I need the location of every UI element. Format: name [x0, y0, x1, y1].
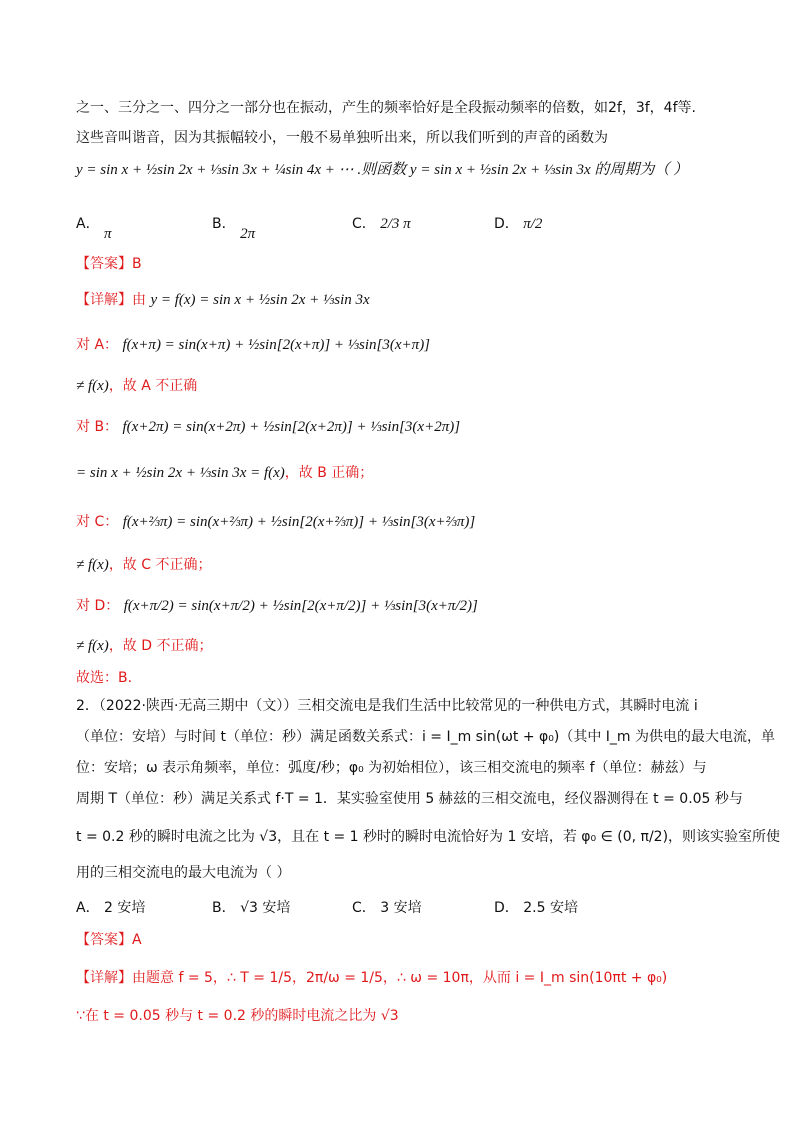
problem1-step-d: [76, 596, 740, 616]
step-label: 对 D：: [76, 598, 120, 614]
problem1-option-b: [212, 214, 256, 242]
option-value: π/2: [523, 216, 543, 232]
problem1-formula-line: y = sin x + ½sin 2x + ⅓sin 3x + ¼sin 4x + ⋯ .则函数 y = sin x + ½sin 2x + ⅓sin 3x 的周期为（ ）: [76, 162, 689, 178]
step-comment: ，故 D 不正确；: [108, 638, 213, 654]
detail-formula: y = f(x) = sin x + ½sin 2x + ⅓sin 3x: [150, 292, 370, 308]
problem2-line6: 用的三相交流电的最大电流为（ ）: [76, 865, 291, 881]
problem1-step-a-result: [76, 376, 740, 396]
problem1-step-b: [76, 417, 740, 437]
option-letter: B．: [212, 216, 236, 232]
step-comment: ，故 B 正确；: [284, 465, 374, 481]
step-comment: ，故 A 不正确: [108, 378, 198, 394]
problem2-detail-line1: [76, 968, 740, 988]
problem1-conclusion: 故选：B.: [76, 670, 133, 686]
option-letter: C．: [352, 216, 376, 232]
step-label: 对 B：: [76, 419, 119, 435]
step-formula: f(x+2π) = sin(x+2π) + ½sin[2(x+2π)] + ⅓sin[3(x+2π)]: [122, 419, 461, 435]
option-letter: C．: [352, 900, 376, 916]
step-formula: f(x+⅔π) = sin(x+⅔π) + ½sin[2(x+⅔π)] + ⅓sin[3(x+⅔π)]: [122, 514, 476, 530]
option-value: 2 安培: [104, 900, 146, 916]
option-value: 2π: [240, 226, 256, 242]
option-value: 2/3 π: [380, 216, 411, 232]
problem2-line3: 位：安培；ω 表示角频率，单位：弧度/秒；φ₀ 为初始相位），该三相交流电的频率 f（单位：赫兹）与: [76, 760, 707, 776]
option-letter: D．: [494, 900, 519, 916]
problem1-option-c: [352, 214, 411, 234]
problem1-intro-line1: 之一、三分之一、四分之一部分也在振动，产生的频率恰好是全段振动频率的倍数，如2f，3f，4f等.: [76, 100, 696, 116]
detail-text: 【详解】由题意 f = 5，∴ T = 1/5，2π/ω = 1/5，∴ ω = 10π，从而 i = I_m sin(10πt + φ₀): [76, 970, 668, 986]
problem1-detail-line: [76, 290, 740, 310]
problem1-step-d-result: [76, 636, 740, 656]
problem1-answer: 【答案】B: [76, 256, 142, 272]
option-letter: B．: [212, 900, 236, 916]
problem2-option-b: [212, 898, 290, 918]
step-label: 对 C：: [76, 514, 119, 530]
problem1-intro-line2: 这些音叫谐音，因为其振幅较小，一般不易单独听出来，所以我们听到的声音的函数为: [76, 130, 608, 146]
step-formula: f(x+π) = sin(x+π) + ½sin[2(x+π)] + ⅓sin[3(x+π)]: [122, 337, 431, 353]
problem2-option-d: [494, 898, 578, 918]
step-formula: f(x+π/2) = sin(x+π/2) + ½sin[2(x+π/2)] + ⅓sin[3(x+π/2)]: [123, 598, 478, 614]
problem1-step-c: [76, 512, 740, 532]
step-formula: = sin x + ½sin 2x + ⅓sin 3x = f(x): [76, 465, 285, 481]
step-comment: ，故 C 不正确；: [108, 557, 212, 573]
option-value: √3 安培: [240, 900, 291, 916]
step-formula: ≠ f(x): [76, 638, 109, 654]
step-formula: ≠ f(x): [76, 557, 109, 573]
option-value: 2.5 安培: [523, 900, 578, 916]
option-letter: A．: [76, 216, 100, 232]
detail-text: ∵在 t = 0.05 秒与 t = 0.2 秒的瞬时电流之比为 √3: [76, 1008, 399, 1024]
problem2-option-c: [352, 898, 422, 918]
step-label: 对 A：: [76, 337, 119, 353]
problem2-line5: t = 0.2 秒的瞬时电流之比为 √3，且在 t = 1 秒时的瞬时电流恰好为 1 安培，若 φ₀ ∈ (0, π/2)，则该实验室所使: [76, 829, 781, 845]
problem1-option-a: [76, 214, 112, 242]
problem1-step-c-result: [76, 555, 740, 575]
problem2-line4: 周期 T（单位：秒）满足关系式 f·T = 1．某实验室使用 5 赫兹的三相交流电，经仪器测得在 t = 0.05 秒与: [76, 791, 743, 807]
problem1-step-a: [76, 335, 740, 355]
problem1-step-b-result: [76, 463, 740, 483]
step-formula: ≠ f(x): [76, 378, 109, 394]
problem1-option-d: [494, 214, 542, 234]
option-value: 3 安培: [380, 900, 422, 916]
problem2-line1: 2．（2022·陕西·无高三期中（文））三相交流电是我们生活中比较常见的一种供电方式，其瞬时电流 i: [76, 698, 698, 714]
problem2-option-a: [76, 898, 145, 918]
problem2-answer: 【答案】A: [76, 932, 142, 948]
option-letter: D．: [494, 216, 519, 232]
problem2-detail-line2: [76, 1006, 740, 1026]
option-letter: A．: [76, 900, 100, 916]
option-value: π: [104, 226, 112, 242]
detail-label: 【详解】由: [76, 292, 146, 308]
problem2-line2: （单位：安培）与时间 t（单位：秒）满足函数关系式：i = I_m sin(ωt + φ₀)（其中 I_m 为供电的最大电流，单: [76, 729, 776, 745]
